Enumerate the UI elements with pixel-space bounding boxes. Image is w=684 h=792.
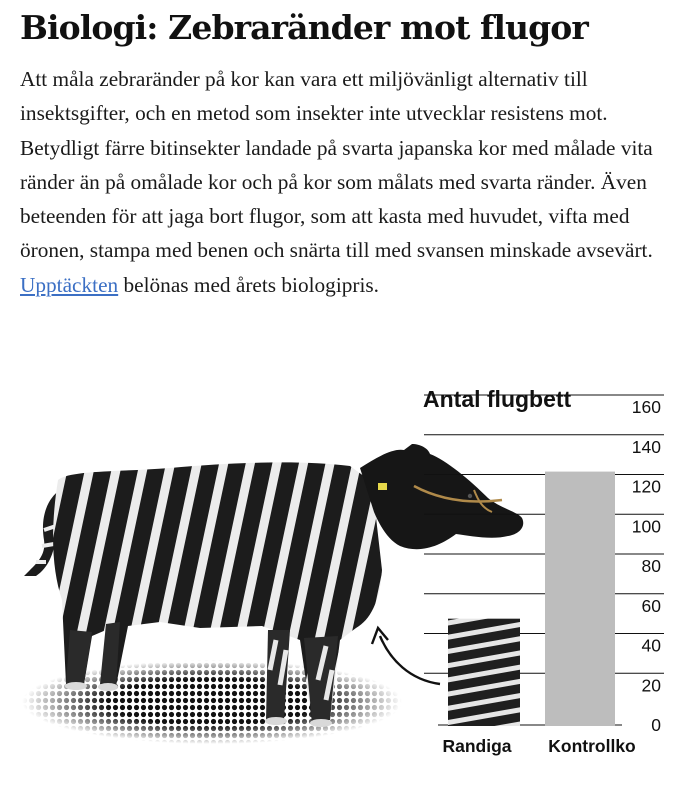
body-text-end: belönas med årets biologipris. xyxy=(123,272,380,297)
category-label: Randiga xyxy=(442,736,512,756)
arrow-icon xyxy=(372,628,440,684)
discovery-link[interactable]: Upptäckten xyxy=(20,272,119,297)
chart-title: Antal flugbett xyxy=(423,386,572,412)
y-tick-label: 0 xyxy=(651,715,661,735)
y-tick-label: 80 xyxy=(641,556,661,576)
page-title: Biologi: Zebraränder mot flugor xyxy=(20,8,588,47)
y-tick-label: 160 xyxy=(631,397,661,417)
y-tick-label: 100 xyxy=(631,516,661,537)
y-tick-label: 120 xyxy=(631,476,661,497)
y-tick-label: 140 xyxy=(631,436,661,457)
chart-y-ticks xyxy=(632,397,661,735)
y-tick-label: 20 xyxy=(641,675,661,696)
bar-kontrollko xyxy=(545,472,615,726)
y-tick-label: 40 xyxy=(641,635,661,656)
body-text: Att måla zebraränder på kor kan vara ett miljövänligt alternativ till insektsgifter, och en metod som insekter inte utvecklar resistens mot. Betydligt färre bitinsekter landade på svarta japanska kor med målade vita ränder än på omålade kor och på kor som målats med svarta ränder. Även beteenden för att jaga bort flugor, som att kasta med huvudet, vifta med öronen, stampa med benen och snärta till med svansen minskade avsevärt. xyxy=(20,67,653,263)
chart-categories xyxy=(442,736,635,756)
bar-randiga xyxy=(448,619,520,726)
article-body xyxy=(20,62,670,302)
y-tick-label: 60 xyxy=(641,595,661,616)
category-label: Kontrollko xyxy=(548,736,636,756)
chart xyxy=(0,340,684,792)
